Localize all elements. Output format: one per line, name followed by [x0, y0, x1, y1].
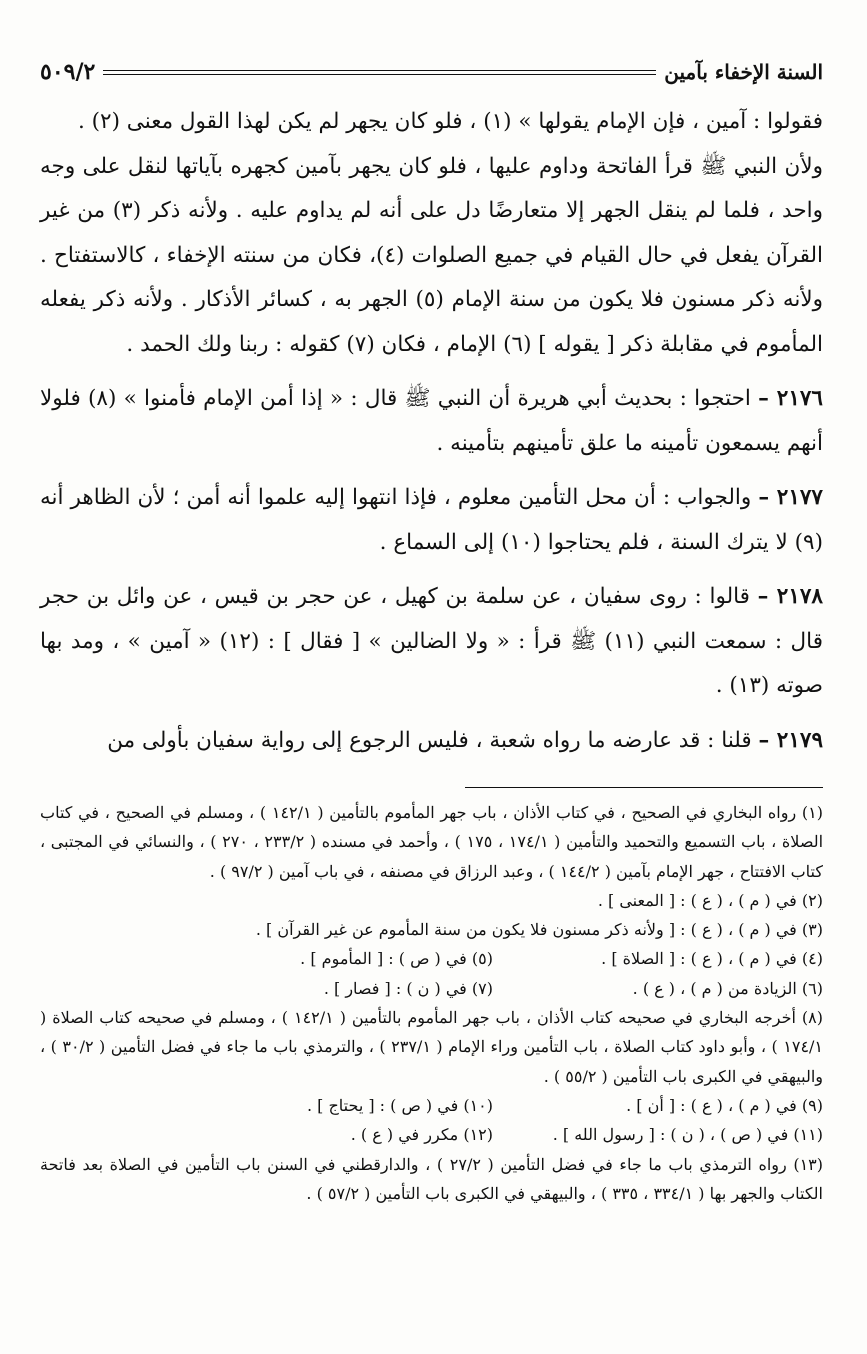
footnote-8: (٨) أخرجه البخاري في صحيحه كتاب الأذان ، باب جهر المأموم بالتأمين ( ١٤٢/١ ) ، ومسلم في صحيحه كتاب الصلاة ( ١٧٤/١ ) ، وأبو داود كتاب الصلاة ، باب التأمين وراء الإمام ( ٢٣٧/١ ) ، والترمذي باب ما جاء في فضل التأمين ( ٣٠/٢ ) ، والبيهقي في الكبرى باب التأمين ( ٥٥/٢ ) . [40, 1008, 824, 1086]
footnote-row-2 [40, 886, 823, 915]
footnote-13: (١٣) رواه الترمذي باب ما جاء في فضل التأمين ( ٢٧/٢ ) ، والدارقطني في السنن باب التأمين في الصلاة بعد فاتحة الكتاب والجهر بها ( ٣٣٤/١ ، ٣٣٥ ) ، والبيهقي في الكبرى باب التأمين ( ٥٧/٢ ) . [40, 1154, 824, 1203]
paragraph-2179-text: قلنا : قد عارضه ما رواه شعبة ، فليس الرجوع إلى رواية سفيان بأولى من [107, 727, 752, 753]
footnote-6: (٦) الزيادة من ( م ) ، ( ع ) . [632, 978, 823, 998]
footnotes [40, 798, 823, 1208]
paragraph-2177-text: والجواب : أن محل التأمين معلوم ، فإذا انتهوا إليه علموا أنه أمن ؛ لأن الظاهر أنه (٩) لا يترك السنة ، فلم يحتاجوا (١٠) إلى السماع . [40, 485, 823, 555]
header-rule [103, 70, 656, 75]
issue-number-2176: ٢١٧٦ – [758, 386, 823, 411]
page-number: ٥٠٩/٢ [40, 59, 96, 85]
footnote-row-4-5 [40, 944, 823, 973]
issue-number-2177: ٢١٧٧ – [758, 485, 823, 510]
running-title: السنة الإخفاء بآمين [664, 60, 823, 84]
footnote-12: (١٢) مكرر في ( ع ) . [350, 1125, 493, 1145]
issue-number-2178: ٢١٧٨ – [757, 584, 823, 609]
footnote-1: (١) رواه البخاري في الصحيح ، في كتاب الأذان ، باب جهر المأموم بالتأمين ( ١٤٢/١ ) ، ومسلم في الصحيح ، في كتاب الصلاة ، باب التسميع والتحميد والتأمين ( ١٧٤/١ ، ١٧٥ ) ، وأحمد في مسنده ( ٢٣٣/٢ ، ٢٧٠ ) ، والنسائي في المجتبى ، كتاب الافتتاح ، جهر الإمام بآمين ( ١٤٤/٢ ) ، وعبد الرزاق في مصنفه ، في باب آمين ( ٩٧/٢ ) . [40, 803, 824, 881]
footnote-row-11-12 [40, 1120, 823, 1149]
paragraph-2176 [40, 377, 823, 466]
paragraph-2178-text: قالوا : روى سفيان ، عن سلمة بن كهيل ، عن حجر بن قيس ، عن وائل بن حجر قال : سمعت النبي (١١) ﷺ قرأ : « ولا الضالين » [ فقال ] : (١٢) « آمين » ، ومد بها صوته (١٣) . [40, 584, 823, 698]
paragraph-2179 [40, 719, 823, 764]
issue-number-2179: ٢١٧٩ – [758, 727, 823, 753]
footnote-10: (١٠) في ( ص ) : [ يحتاج ] . [306, 1095, 493, 1115]
paragraph-2177 [40, 476, 823, 565]
footnote-row-6-7 [40, 974, 823, 1003]
footnote-3: (٣) في ( م ) ، ( ع ) : [ ولأنه ذكر مسنون فلا يكون من سنة المأموم عن غير القرآن ] . [255, 920, 823, 940]
paragraph-2176-text: احتجوا : بحديث أبي هريرة أن النبي ﷺ قال : « إذا أمن الإمام فأمنوا » (٨) فلولا أنهم يسمعون تأمينه ما علق تأمينهم بتأمينه . [40, 386, 823, 456]
main-text [40, 100, 823, 763]
footnote-11: (١١) في ( ص ) ، ( ن ) : [ رسول الله ] . [552, 1125, 823, 1145]
footnote-4: (٤) في ( م ) ، ( ع ) : [ الصلاة ] . [601, 949, 823, 969]
paragraph-1: فقولوا : آمين ، فإن الإمام يقولها » (١) ، فلو كان يجهر لم يكن لهذا القول معنى (٢) . [77, 109, 823, 134]
footnote-separator [465, 787, 823, 788]
footnote-row-9-10 [40, 1091, 823, 1120]
paragraph-2178 [40, 575, 823, 709]
footnote-2: (٢) في ( م ) ، ( ع ) : [ المعنى ] . [597, 890, 823, 910]
footnote-7: (٧) في ( ن ) : [ فصار ] . [323, 978, 493, 998]
footnote-5: (٥) في ( ص ) : [ المأموم ] . [300, 949, 493, 969]
paragraph-2: ولأن النبي ﷺ قرأ الفاتحة وداوم عليها ، فلو كان يجهر بآمين كجهره بآياتها لنقل على وجه واحد ، فلما لم ينقل الجهر إلا متعارضًا دل على أنه لم يداوم عليه . ولأنه ذكر (٣) من غير القرآن يفعل في حال القيام في جميع الصلوات (٤)، فكان من سنته الإخفاء ، كالاستفتاح . ولأنه ذكر مسنون فلا يكون من سنة الإمام (٥) الجهر به ، كسائر الأذكار . ولأنه ذكر يفعله المأموم في مقابلة ذكر [ يقوله ] (٦) الإمام ، فكان (٧) كقوله : ربنا ولك الحمد . [40, 153, 824, 357]
running-header [40, 52, 823, 92]
footnote-9: (٩) في ( م ) ، ( ع ) : [ أن ] . [626, 1095, 823, 1115]
